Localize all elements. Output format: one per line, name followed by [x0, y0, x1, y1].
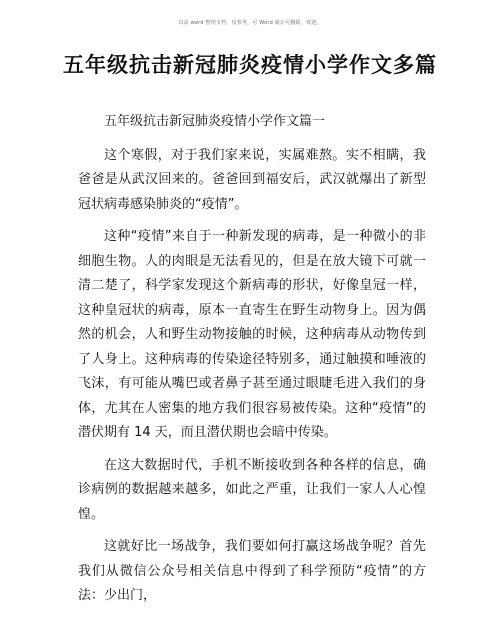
document-title: 五年级抗击新冠肺炎疫情小学作文多篇: [63, 53, 437, 77]
paragraph: 这种“疫情”来自于一种新发现的病毒，是一种微小的非细胞生物。人的肉眼是无法看见的，但是在放大镜下可就一清二楚了，科学家发现这个新病毒的形状，好像皇冠一样，这种皇冠状的病毒，原本一直寄生在野生动物身上。因为偶然的机会，人和野生动物接触的时候，这种病毒从动物传到了人身上。这种病毒的传染途径特别多，通过触摸和唾液的飞沫，有可能从嘴巴或者鼻子甚至通过眼睫毛进入我们的身体，尤其在人密集的地方我们很容易被传染。这种“疫情”的潜伏期有 14 天，而且潜伏期也会暗中传染。: [78, 229, 426, 440]
header-note: 以高 word 整理文档，仅参考，可 Word 就让可删除，欢迎。: [178, 20, 322, 26]
section-heading: 五年级抗击新冠肺炎疫情小学作文篇一: [104, 114, 326, 129]
paragraph: 这就好比一场战争，我们要如何打赢这场战争呢？首先我们从微信公众号相关信息中得到了科学预防“疫情”的方法：少出门，: [78, 539, 426, 603]
paragraph: 在这大数据时代，手机不断接收到各种各样的信息，确诊病例的数据越来越多，如此之严重，让我们一家人人心惶惶。: [78, 457, 426, 522]
paragraph: 这个寒假，对于我们家来说，实属难熬。实不相瞒，我爸爸是从武汉回来的。爸爸回到福安后，武汉就爆出了新型冠状病毒感染肺炎的“疫情”。: [78, 147, 426, 212]
document-body: [78, 110, 426, 617]
